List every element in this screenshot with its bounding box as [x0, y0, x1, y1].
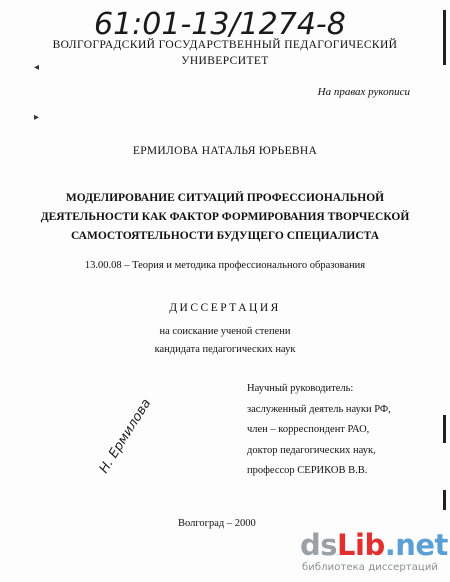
margin-mark-top: ◂: [34, 62, 40, 73]
title-line-2: ДЕЯТЕЛЬНОСТИ КАК ФАКТОР ФОРМИРОВАНИЯ ТВОРЧЕСКОЙ: [40, 211, 410, 223]
handwritten-signature: [92, 398, 172, 478]
signature-text: Н. Ермилова: [96, 398, 155, 477]
logo-part-ds: ds: [300, 528, 338, 562]
advisor-line-4: доктор педагогических наук,: [247, 444, 376, 456]
advisor-line-1: Научный руководитель:: [247, 383, 354, 394]
scan-edge-top: [443, 10, 446, 65]
dslib-watermark[interactable]: [300, 528, 446, 578]
advisor-line-2: заслуженный деятель науки РФ,: [247, 403, 391, 415]
specialty-code: 13.00.08 – Теория и методика профессионального образования: [84, 260, 366, 271]
scientific-advisor: [247, 379, 391, 482]
author-name: ЕРМИЛОВА НАТАЛЬЯ ЮРЬЕВНА: [132, 145, 318, 157]
advisor-line-3: член – корреспондент РАО,: [247, 424, 370, 435]
scan-edge-mid: [443, 415, 446, 443]
title-line-3: САМОСТОЯТЕЛЬНОСТИ БУДУЩЕГО СПЕЦИАЛИСТА: [70, 230, 380, 242]
advisor-line-5: профессор СЕРИКОВ В.В.: [247, 465, 368, 476]
university-name: [0, 37, 450, 69]
logo-part-net: .net: [384, 528, 448, 562]
degree-line-1: на соискание ученой степени: [159, 326, 291, 337]
logo-part-lib: Lib: [337, 528, 385, 562]
degree-line-2: кандидата педагогических наук: [154, 344, 296, 355]
scan-edge-bottom: [443, 490, 446, 510]
signature-drawing: [92, 398, 172, 478]
dslib-logo: [300, 528, 448, 562]
title-line-1: МОДЕЛИРОВАНИЕ СИТУАЦИЙ ПРОФЕССИОНАЛЬНОЙ: [65, 192, 385, 204]
city-year: Волгоград – 2000: [178, 518, 256, 529]
dissertation-heading: ДИССЕРТАЦИЯ: [169, 302, 281, 314]
dissertation-title: [0, 189, 450, 246]
handwritten-catalog-number-text: 61:01-13/1274-8: [94, 7, 346, 42]
university-line-2: УНИВЕРСИТЕТ: [181, 55, 269, 67]
university-line-1: ВОЛГОГРАДСКИЙ ГОСУДАРСТВЕННЫЙ ПЕДАГОГИЧЕСКИЙ: [52, 39, 398, 51]
manuscript-note: На правах рукописи: [317, 86, 410, 98]
margin-mark-middle: ▸: [34, 112, 40, 123]
dslib-subtitle: библиотека диссертаций: [302, 562, 439, 573]
